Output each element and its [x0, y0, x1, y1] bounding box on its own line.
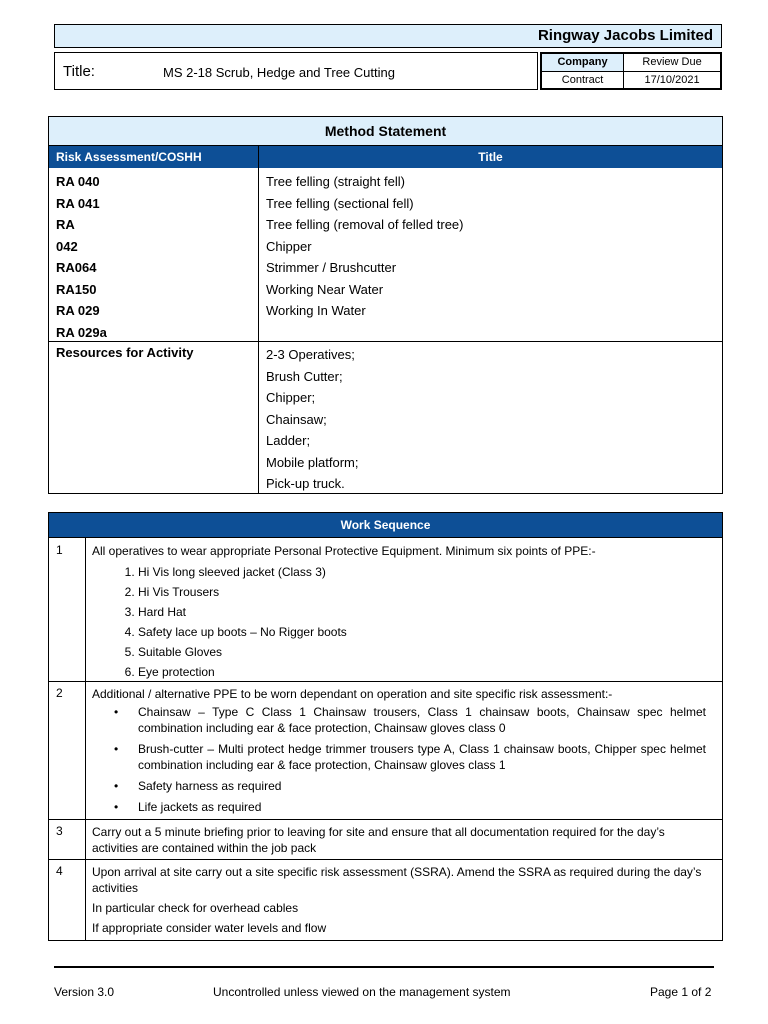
- method-statement-header-row: [49, 146, 722, 168]
- additional-ppe-item: [114, 778, 706, 794]
- bullet-icon: •: [114, 742, 119, 756]
- resource-item: Ladder;: [266, 433, 311, 448]
- work-sequence-table: [48, 512, 723, 941]
- resource-item: Chainsaw;: [266, 411, 327, 427]
- additional-ppe-text: Chainsaw – Type C Class 1 Chainsaw trousers, Class 1 chainsaw boots, Chainsaw spec helmet combination including ear & face protection, Chainsaw gloves class 0: [138, 705, 706, 735]
- col-title: Title: [478, 150, 503, 164]
- step-4-content: [92, 864, 706, 936]
- ra-code: 042: [56, 238, 78, 254]
- ra-title: Chipper: [266, 238, 312, 254]
- ppe-list: [92, 562, 706, 682]
- footer-page-number: Page 1 of 2: [650, 985, 712, 999]
- resource-item: 2-3 Operatives;: [266, 347, 355, 362]
- ra-title: Strimmer / Brushcutter: [266, 260, 397, 275]
- row-divider: [49, 859, 722, 860]
- ra-code: RA 041: [56, 195, 100, 211]
- step-note: In particular check for overhead cables: [92, 901, 299, 915]
- ra-code: RA: [56, 217, 75, 232]
- resource-item: Brush Cutter;: [266, 368, 343, 384]
- additional-ppe-item: [114, 799, 706, 815]
- ppe-item: 2. Hi Vis Trousers: [138, 582, 706, 602]
- document-title: MS 2-18 Scrub, Hedge and Tree Cutting: [163, 65, 395, 80]
- step-2-content: [92, 686, 706, 820]
- ra-code: RA 029a: [56, 324, 107, 340]
- ra-code: RA064: [56, 260, 97, 275]
- step-number: 2: [56, 686, 63, 700]
- method-statement-title: Method Statement: [49, 117, 722, 146]
- ra-title-list: [266, 171, 464, 322]
- bullet-icon: •: [114, 800, 119, 814]
- footer-notice: Uncontrolled unless viewed on the management system: [213, 985, 511, 999]
- resource-item: Mobile platform;: [266, 454, 359, 470]
- resource-item: Chipper;: [266, 390, 316, 405]
- additional-ppe-text: Safety harness as required: [138, 779, 282, 793]
- additional-ppe-item: [114, 704, 706, 736]
- step-number: 4: [56, 864, 63, 878]
- resources-label: Resources for Activity: [56, 345, 194, 360]
- ppe-item: 1. Hi Vis long sleeved jacket (Class 3): [138, 562, 706, 582]
- step-1-content: [92, 543, 706, 682]
- ra-title: Working Near Water: [266, 281, 384, 297]
- ra-title: Tree felling (sectional fell): [266, 195, 414, 211]
- step-number: 3: [56, 824, 63, 838]
- company-banner: [54, 24, 722, 48]
- step-text: Upon arrival at site carry out a site specific risk assessment (SSRA). Amend the SSRA as required during the day’s activities: [92, 865, 702, 895]
- work-sequence-title: Work Sequence: [49, 513, 722, 538]
- company-label: Company: [542, 54, 624, 72]
- additional-ppe-list: [92, 704, 706, 815]
- method-statement-table: [48, 116, 723, 494]
- step-text: Carry out a 5 minute briefing prior to leaving for site and ensure that all documentation required for the day’s activities are contained within the job pack: [92, 825, 665, 855]
- col-risk-assessment: Risk Assessment/COSHH: [56, 150, 202, 164]
- ppe-item: 3. Hard Hat: [138, 602, 706, 622]
- row-divider: [49, 341, 722, 342]
- additional-ppe-text: Life jackets as required: [138, 800, 262, 814]
- resource-item: Pick-up truck.: [266, 476, 345, 491]
- column-divider: [258, 146, 259, 493]
- ra-code: RA150: [56, 281, 97, 297]
- footer-version: Version 3.0: [54, 985, 115, 999]
- company-name: Ringway Jacobs Limited: [537, 27, 713, 44]
- ra-code-list: [56, 171, 107, 343]
- step-text: Additional / alternative PPE to be worn dependant on operation and site specific risk assessment:-: [92, 687, 613, 701]
- step-3-content: [92, 824, 706, 856]
- resources-list: [266, 344, 358, 495]
- ppe-item: 5. Suitable Gloves: [138, 642, 706, 662]
- bullet-icon: •: [114, 705, 119, 719]
- review-due-label: Review Due: [624, 54, 721, 72]
- column-divider: [85, 538, 86, 940]
- additional-ppe-item: [114, 741, 706, 773]
- ra-code: RA 040: [56, 174, 100, 189]
- additional-ppe-text: Brush-cutter – Multi protect hedge trimmer trousers type A, Class 1 chainsaw boots, Chipper spec helmet combination including ear & face protection, Chainsaw gloves class 1: [138, 742, 706, 772]
- ppe-item: 4. Safety lace up boots – No Rigger boots: [138, 622, 706, 642]
- title-row: [54, 52, 538, 90]
- ra-title: Working In Water: [266, 303, 366, 318]
- ra-code: RA 029: [56, 303, 100, 318]
- document-meta-table: [540, 52, 722, 90]
- footer-rule: [54, 966, 714, 968]
- step-number: 1: [56, 543, 63, 557]
- step-text: All operatives to wear appropriate Personal Protective Equipment. Minimum six points of PPE:-: [92, 544, 596, 558]
- review-due-date: 17/10/2021: [624, 71, 721, 89]
- title-label: Title:: [63, 63, 95, 80]
- ra-title: Tree felling (straight fell): [266, 174, 405, 189]
- bullet-icon: •: [114, 779, 119, 793]
- step-note: If appropriate consider water levels and flow: [92, 921, 327, 935]
- contract-label: Contract: [542, 71, 624, 89]
- ra-title: Tree felling (removal of felled tree): [266, 217, 464, 232]
- ppe-item: 6. Eye protection: [138, 662, 706, 682]
